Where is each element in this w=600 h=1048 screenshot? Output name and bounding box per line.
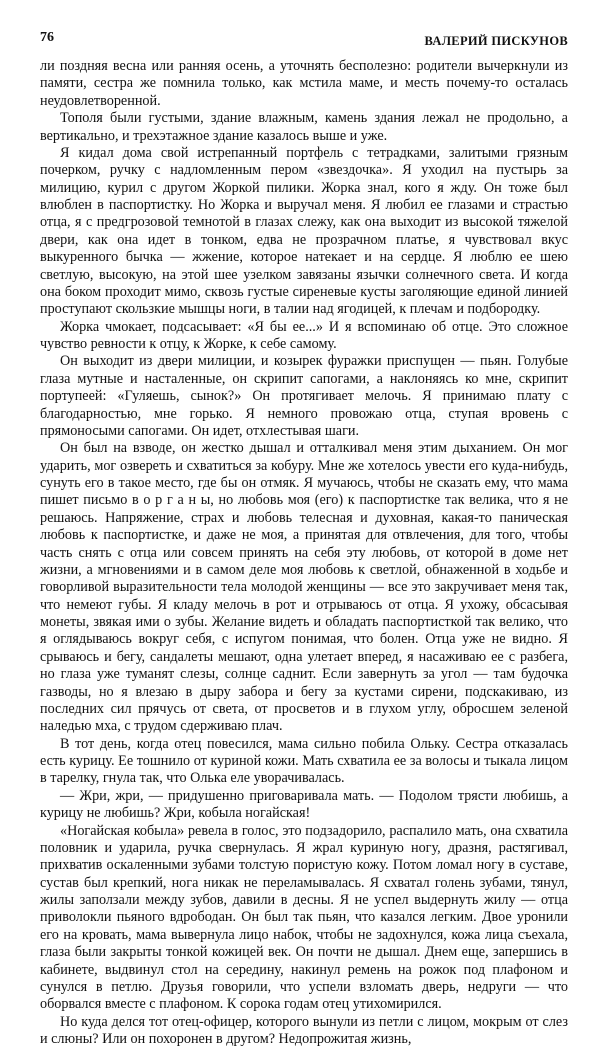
paragraph: Я кидал дома свой истрепанный портфель с тетрадками, залитыми грязным почерком, ручку с надломленным пером «звездочка». Я уходил на пустырь за милицию, курил с другом Жоркой пилики. Жорка знал, кого я жду. Он тоже был влюблен в паспортистку. Но Жорка и выручал меня. Я любил ее глазами и страстью отца, я с предгрозовой темнотой в глазах слежу, как она выходит из высокой тяжелой двери, как она идет в тонком, едва не прозрачном платье, я чувствовал вкус выкуренного бычка — жжение, которое натекает и на сердце. Я люблю ее шею светлую, высокую, на этой шее узелком завязаны язычки солнечного света. И когда она боком проходит мимо, сквозь густые сиреневые кусты заголяющие единой линией проступают скользкие мышцы ноги, в талии над ягодицей, к плечам и подбородку. [40, 144, 568, 318]
page-header [40, 30, 568, 52]
paragraph: Он был на взводе, он жестко дышал и отталкивал меня этим дыханием. Он мог ударить, мог озвереть и схватиться за кобуру. Мне же хотелось увести его куда-нибудь, сунуть его в такое место, где бы он отмяк. Я мучаюсь, чтобы не сказать ему, что мама пишет письмо в о р г а н ы, но любовь моя (его) к паспортистке так велика, что я не решаюсь. Напряжение, страх и любовь телесная и духовная, какая-то паническая любовь к паспортистке, и даже не моя, а принятая для отвлечения, для того, чтобы часть снять с отца или совсем принять на себя эту любовь, от которой в доме нет жизни, а мгновениями и в самом деле моя любовь к светлой, обнаженной в ходьбе и говорливой выразительности тела молодой женщины — все это закручивает меня так, что немеют губы. Я кладу мелочь в рот и отрываюсь от отца. Я ухожу, обсасывая монеты, звякая ими о зубы. Желание видеть и обладать паспортисткой так велико, что я оглядываюсь вокруг себя, с испугом понимая, что болен. Отца уже не видно. Я срываюсь и бегу, сандалеты мешают, одна улетает вперед, я насаживаю ее с разбега, но глаза уже туманят слезы, солнце саднит. Если завернуть за угол — там будочка газводы, но я влезаю в дыру забора и бегу за кустами сирени, подскакиваю, из последних сил прячусь от света, от просветов и в глухом углу, обросшем зеленой наледью мха, с трудом сдерживаю плач. [40, 440, 568, 735]
paragraph: В тот день, когда отец повесился, мама сильно побила Ольку. Сестра отказалась есть курицу. Ее тошнило от куриной кожи. Мать схватила ее за волосы и тыкала лицом в тарелку, гнула так, что Олька еле уворачивалась. [40, 735, 568, 787]
body-text [40, 58, 568, 1048]
paragraph: — Жри, жри, — придушенно приговаривала мать. — Подолом трясти любишь, а курицу не любишь? Жри, кобыла ногайская! [40, 787, 568, 822]
paragraph: Но куда делся тот отец-офицер, которого вынули из петли с лицом, мокрым от слез и слюны? Или он похоронен в другом? Недопрожитая жизнь, [40, 1013, 568, 1047]
paragraph: Тополя были густыми, здание влажным, камень здания лежал не продольно, а вертикально, и трехэтажное здание казалось выше и уже. [40, 110, 568, 144]
paragraph: «Ногайская кобыла» ревела в голос, это подзадорило, распалило мать, она схватила половник и ударила, ручка свернулась. Я жрал куриную ногу, дразня, растягивал, прихватив оскаленными зубами толстую пористую кожу. Потом ломал ногу в суставе, сустав был крепкий, нога никак не переламывалась. Я схватал голень зубами, тянул, жилы заползали между зубов, давили в десны. Я не успел выдернуть жилу — отца приволокли пьяного вдрободан. Он был так пьян, что казался легким. Двое уронили его на кровать, мама вывернула лицо набок, чтобы не задохнулся, кожа лица съехала, глаза были закрыты тонкой кожицей век. Он почти не дышал. Днем еще, запершись в кабинете, выдвинул стол на середину, накинул ремень на рожок под плафоном и сунулся в петлю. Друзья говорили, что успели взломать дверь, недруги — что оборвался вместе с плафоном. К сорока годам отец утихомирился. [40, 822, 568, 1013]
running-head: ВАЛЕРИЙ ПИСКУНОВ [424, 34, 568, 48]
page-number: 76 [40, 30, 54, 45]
paragraph: Жорка чмокает, подсасывает: «Я бы ее...» И я вспоминаю об отце. Это сложное чувство ревности к отцу, к Жорке, к себе самому. [40, 318, 568, 352]
paragraph: ли поздняя весна или ранняя осень, а уточнять бесполезно: родители вычеркнули из памяти, сестра же помнила только, как мстила маме, и месть почему-то осталась неудовлетворенной. [40, 58, 568, 109]
paragraph: Он выходит из двери милиции, и козырек фуражки приспущен — пьян. Голубые глаза мутные и насталенные, он скрипит сапогами, а наклоняясь ко мне, скрипит портупеей: «Гуляешь, сынок?» Он протягивает мелочь. Я принимаю плату с благодарностью, мне горько. Я немного провожаю отца, ступая вровень с прямоносыми сапогами. Он идет, отхлестывая шаги. [40, 353, 568, 439]
